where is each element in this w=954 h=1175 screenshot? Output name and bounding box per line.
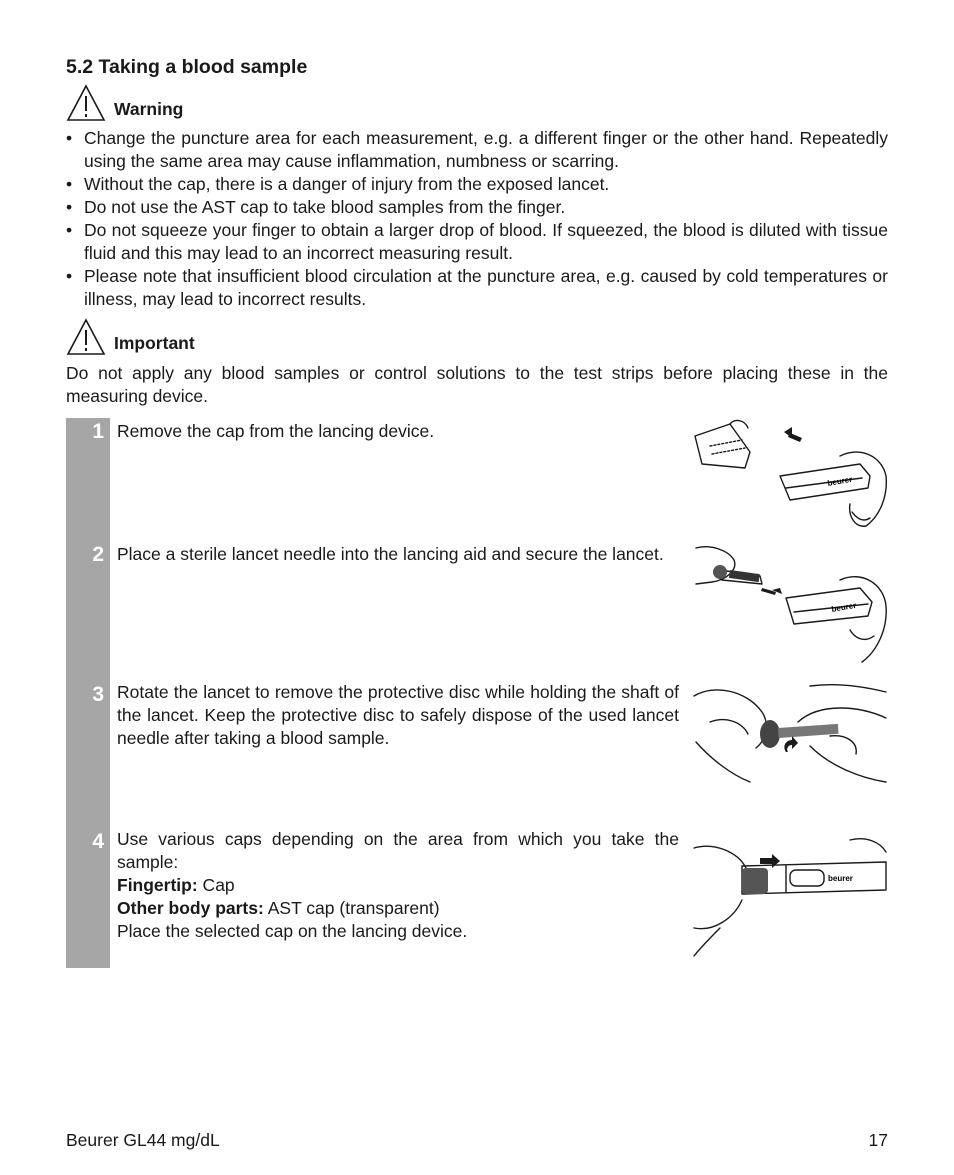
warning-item: • Please note that insufficient blood circulation at the puncture area, e.g. caused by cold temperatures or illness, may lead to incorrect results.	[66, 265, 888, 311]
warning-list	[66, 127, 888, 311]
device-brand-label: beurer	[828, 874, 853, 883]
rotate-lancet-illustration	[690, 682, 888, 790]
warning-notice	[66, 84, 183, 122]
important-text: Do not apply any blood samples or control solutions to the test strips before placing these in the measuring device.	[66, 363, 888, 406]
cap-option-other	[117, 897, 679, 920]
step-outro: Place the selected cap on the lancing device.	[117, 921, 468, 941]
warning-item: • Do not squeeze your finger to obtain a larger drop of blood. If squeezed, the blood is diluted with tissue fluid and this may lead to an incorrect measuring result.	[66, 219, 888, 265]
step-intro: Use various caps depending on the area from which you take the sample:	[117, 829, 679, 872]
page-number: 17	[868, 1130, 888, 1150]
option-label: Fingertip:	[117, 875, 198, 895]
step-number: 1	[92, 420, 104, 443]
remove-cap-illustration	[690, 416, 888, 534]
step-number: 2	[92, 543, 104, 566]
option-value: AST cap (transparent)	[263, 898, 440, 918]
place-cap-illustration	[690, 828, 888, 960]
insert-lancet-illustration	[690, 540, 888, 666]
step-text	[117, 828, 679, 943]
warning-item: • Without the cap, there is a danger of injury from the exposed lancet.	[66, 173, 888, 196]
step-text: Place a sterile lancet needle into the lancing aid and secure the lancet.	[117, 544, 664, 564]
important-notice	[66, 318, 195, 356]
device-brand-label: beurer	[830, 600, 857, 614]
device-brand-label: beurer	[826, 474, 853, 488]
option-value: Cap	[197, 875, 235, 895]
footer-product: Beurer GL44 mg/dL	[66, 1130, 220, 1150]
step-number: 3	[92, 683, 104, 706]
option-label: Other body parts:	[117, 898, 264, 918]
warning-item: • Change the puncture area for each measurement, e.g. a different finger or the other hand. Repeatedly using the same area may cause inflammation, numbness or scarring.	[66, 127, 888, 173]
important-label: Important	[114, 333, 195, 353]
step-text: Remove the cap from the lancing device.	[117, 421, 435, 441]
cap-option-fingertip	[117, 874, 679, 897]
warning-item: • Do not use the AST cap to take blood samples from the finger.	[66, 196, 888, 219]
warning-triangle-icon	[66, 318, 106, 356]
step-text: Rotate the lancet to remove the protective disc while holding the shaft of the lancet. Keep the protective disc to safely dispose of the used lancet needle after taking a blood sample.	[117, 682, 679, 748]
section-title: 5.2 Taking a blood sample	[66, 56, 308, 78]
warning-triangle-icon	[66, 84, 106, 122]
step-number: 4	[92, 830, 104, 853]
warning-label: Warning	[114, 99, 184, 119]
